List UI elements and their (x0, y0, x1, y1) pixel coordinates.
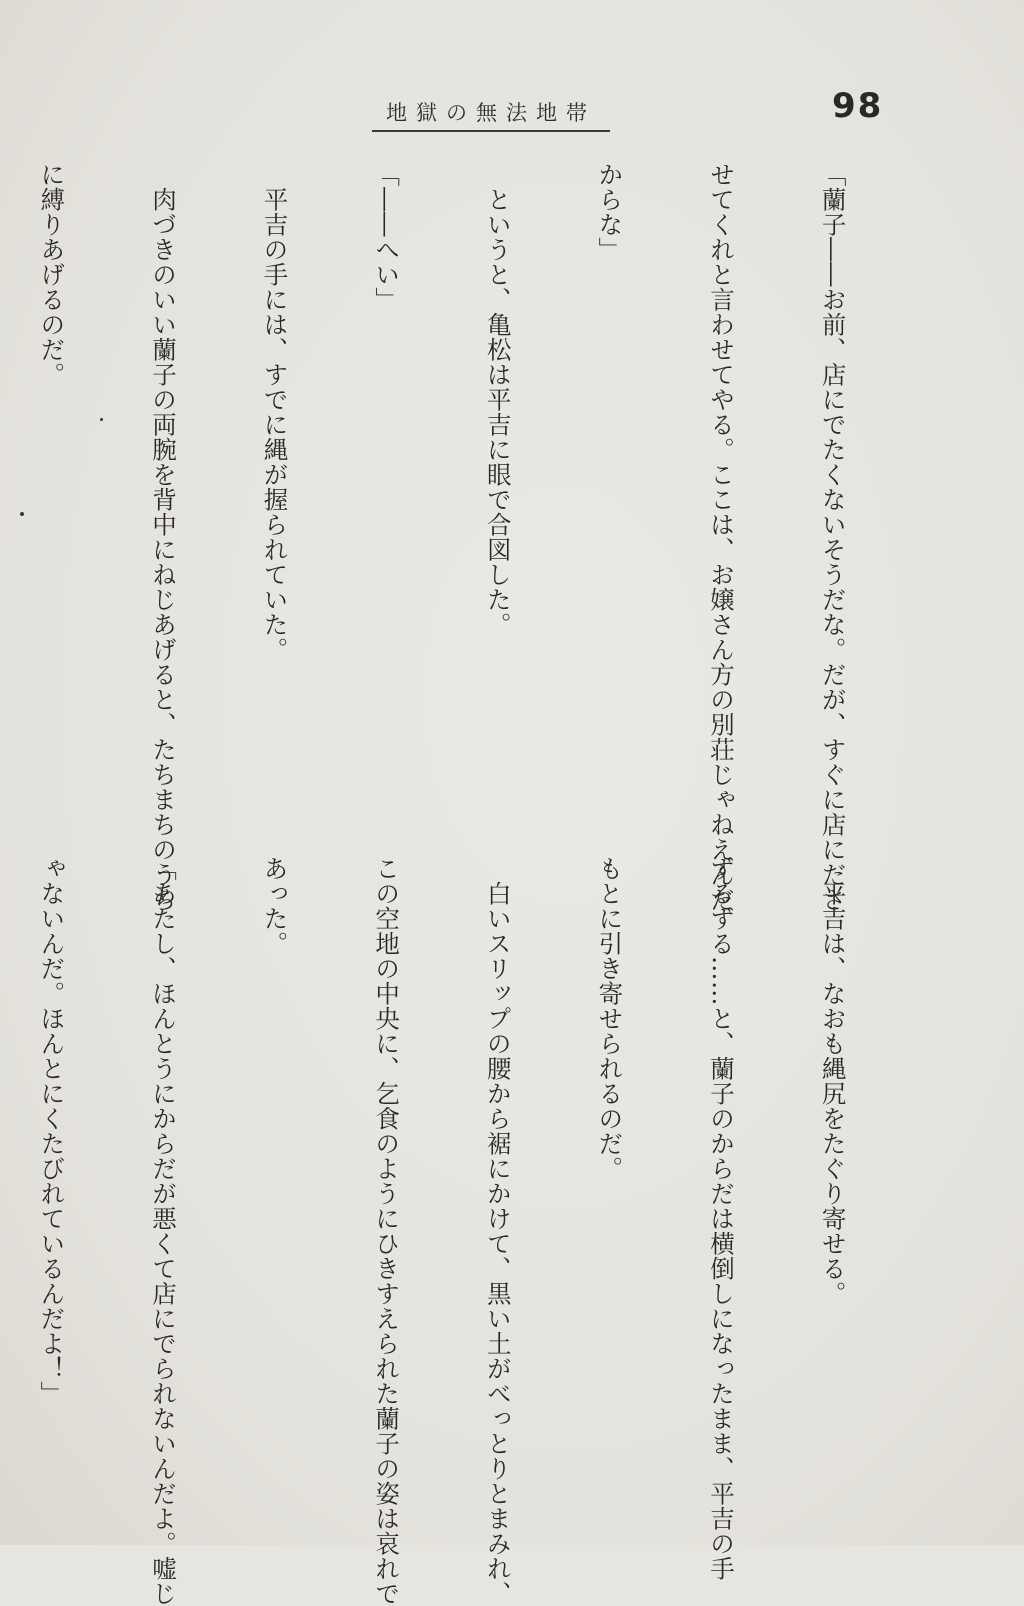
text-column: 白いスリップの腰から裾にかけて、黒い土がべっとりとまみれ、 (483, 856, 513, 1606)
running-title: 地獄の無法地帯 (372, 98, 610, 132)
text-column: 「蘭子――お前、店にでたくないそうだな。だが、すぐに店にださ (818, 162, 848, 912)
text-column: この空地の中央に、乞食のようにひきすえられた蘭子の姿は哀れで (372, 856, 402, 1606)
ink-speck (20, 512, 24, 516)
ink-speck (100, 418, 103, 421)
text-column: ゃないんだ。ほんとにくたびれているんだよ！」 (37, 856, 67, 1406)
lower-text-block (37, 856, 926, 1606)
text-column: せてくれと言わせてやる。ここは、お嬢さん方の別荘じゃねえんだ (706, 162, 736, 912)
page-number: 98 (832, 86, 884, 126)
text-column: からな」 (595, 162, 625, 262)
text-column: に縛りあげるのだ。 (37, 162, 67, 387)
text-column: 肉づきのいい蘭子の両腕を背中にねじあげると、たちまちのうち (148, 162, 178, 912)
text-column: 「あたし、ほんとうにからだが悪くて店にでられないんだよ。嘘じ (148, 856, 178, 1606)
text-column: ずるずる……と、蘭子のからだは横倒しになったまま、平吉の手 (706, 856, 736, 1581)
text-column: もとに引き寄せられるのだ。 (595, 856, 625, 1181)
text-column: というと、亀松は平吉に眼で合図した。 (483, 162, 513, 637)
text-column: 「――へい」 (372, 162, 402, 312)
text-column: 平吉の手には、すでに縄が握られていた。 (260, 162, 290, 662)
text-column: あった。 (260, 856, 290, 956)
text-column: 平吉は、なおも縄尻をたぐり寄せる。 (818, 856, 848, 1306)
